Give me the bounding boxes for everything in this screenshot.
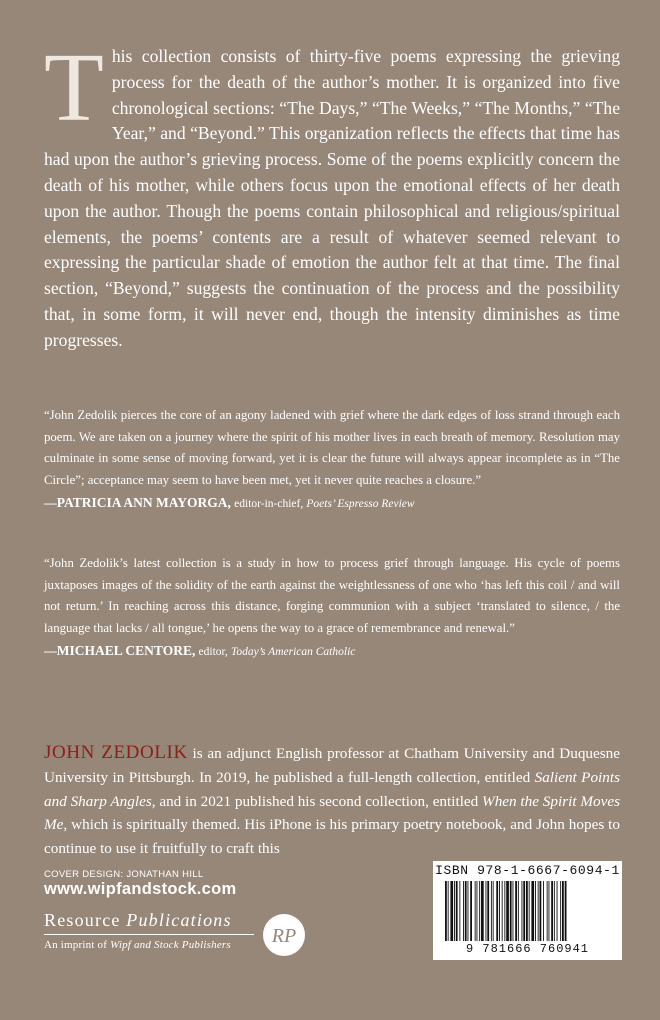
barcode-digits: 9 781666 760941 <box>465 942 590 956</box>
bio-text-2: , and in 2021 published his second collection, entitled <box>151 792 483 810</box>
attribution-dash: — <box>44 496 57 510</box>
endorsement-2-attribution <box>44 641 620 662</box>
endorsement-1-attribution <box>44 493 620 514</box>
isbn-number: ISBN 978-1-6667-6094-1 <box>435 863 620 878</box>
author-bio <box>44 741 620 863</box>
endorser-role: editor-in-chief, <box>234 498 304 510</box>
bio-text-1: is an adjunct English professor at Chatham University and Duquesne University in Pittsburgh. In 2019, he published a full-length collection, entitled <box>44 745 620 786</box>
bio-text-3: , which is spiritually themed. His iPhone is his primary poetry notebook, and John hopes to continue to use it fruitfully to craft this <box>44 816 620 858</box>
publisher-name <box>44 910 232 931</box>
endorser-publication: Today’s American Catholic <box>230 646 356 658</box>
endorser-role: editor, <box>198 646 228 658</box>
imprint-prefix: An imprint of <box>44 939 108 951</box>
rp-logo-text: RP <box>271 925 297 947</box>
description-paragraph <box>44 34 620 354</box>
endorsement-2-text: “John Zedolik’s latest collection is a study in how to process grief through language. His cycle of poems juxtaposes images of the solidity of the earth against the weightlessness of one who ‘has left this coil / and will not return.’ In reaching across this distance, forging communion with a subject ‘translated to silence, / the language that lacks / all tongue,’ he opens the way to a grace of remembrance and renewal.” <box>44 556 620 635</box>
publisher-divider <box>44 934 254 935</box>
isbn-barcode <box>433 861 622 960</box>
rp-logo <box>262 913 306 957</box>
author-name: JOHN ZEDOLIK <box>44 742 188 763</box>
publisher-website[interactable]: www.wipfandstock.com <box>44 880 237 898</box>
barcode-bars <box>443 881 612 941</box>
book-title-1: Salient Points and Sharp Angles <box>44 768 620 810</box>
attribution-dash: — <box>44 644 57 658</box>
endorsement-1 <box>44 405 620 514</box>
endorser-name: MICHAEL CENTORE, <box>56 643 196 658</box>
endorser-publication: Poets’ Espresso Review <box>306 498 415 510</box>
book-title-2: When the Spirit Moves Me <box>44 792 620 834</box>
description-text: his collection consists of thirty-five poems expressing the grieving process for the death of the author’s mother. It is organized into five chronological sections: “The Days,” “The Weeks,” “The Months,” “The Year,” and “Beyond.” This organization reflects the effects that time has had upon the author’s grieving process. Some of the poems explicitly concern the death of his mother, while others focus upon the emotional effects of her death upon the author. Though the poems contain philosophical and religious/spiritual elements, the poems’ contents are a result of whatever seemed relevant to expressing the particular shade of emotion the author felt at that time. The final section, “Beyond,” suggests the continuation of the process and the possibility that, in some form, it will never end, though the intensity diminishes as time progresses. <box>44 46 620 350</box>
imprint-line <box>44 939 231 951</box>
cover-design-credit: COVER DESIGN: JONATHAN HILL <box>44 869 204 880</box>
publisher-name-first: Resource <box>44 910 121 930</box>
endorser-name: PATRICIA ANN MAYORGA, <box>56 495 231 510</box>
endorsement-1-text: “John Zedolik pierces the core of an agony ladened with grief where the dark edges of loss strand through each poem. We are taken on a journey where the spirit of his mother lives in each breath of memory. Resolution may culminate in some sense of moving forward, yet it is clear the future will always appear incomplete as in “The Circle”; acceptance may seem to have been met, yet it never quite reaches a closure.” <box>44 408 620 487</box>
drop-cap: T <box>44 34 104 142</box>
imprint-name: Wipf and Stock Publishers <box>110 939 231 951</box>
endorsement-2 <box>44 553 620 662</box>
publisher-name-second: Publications <box>126 910 232 930</box>
